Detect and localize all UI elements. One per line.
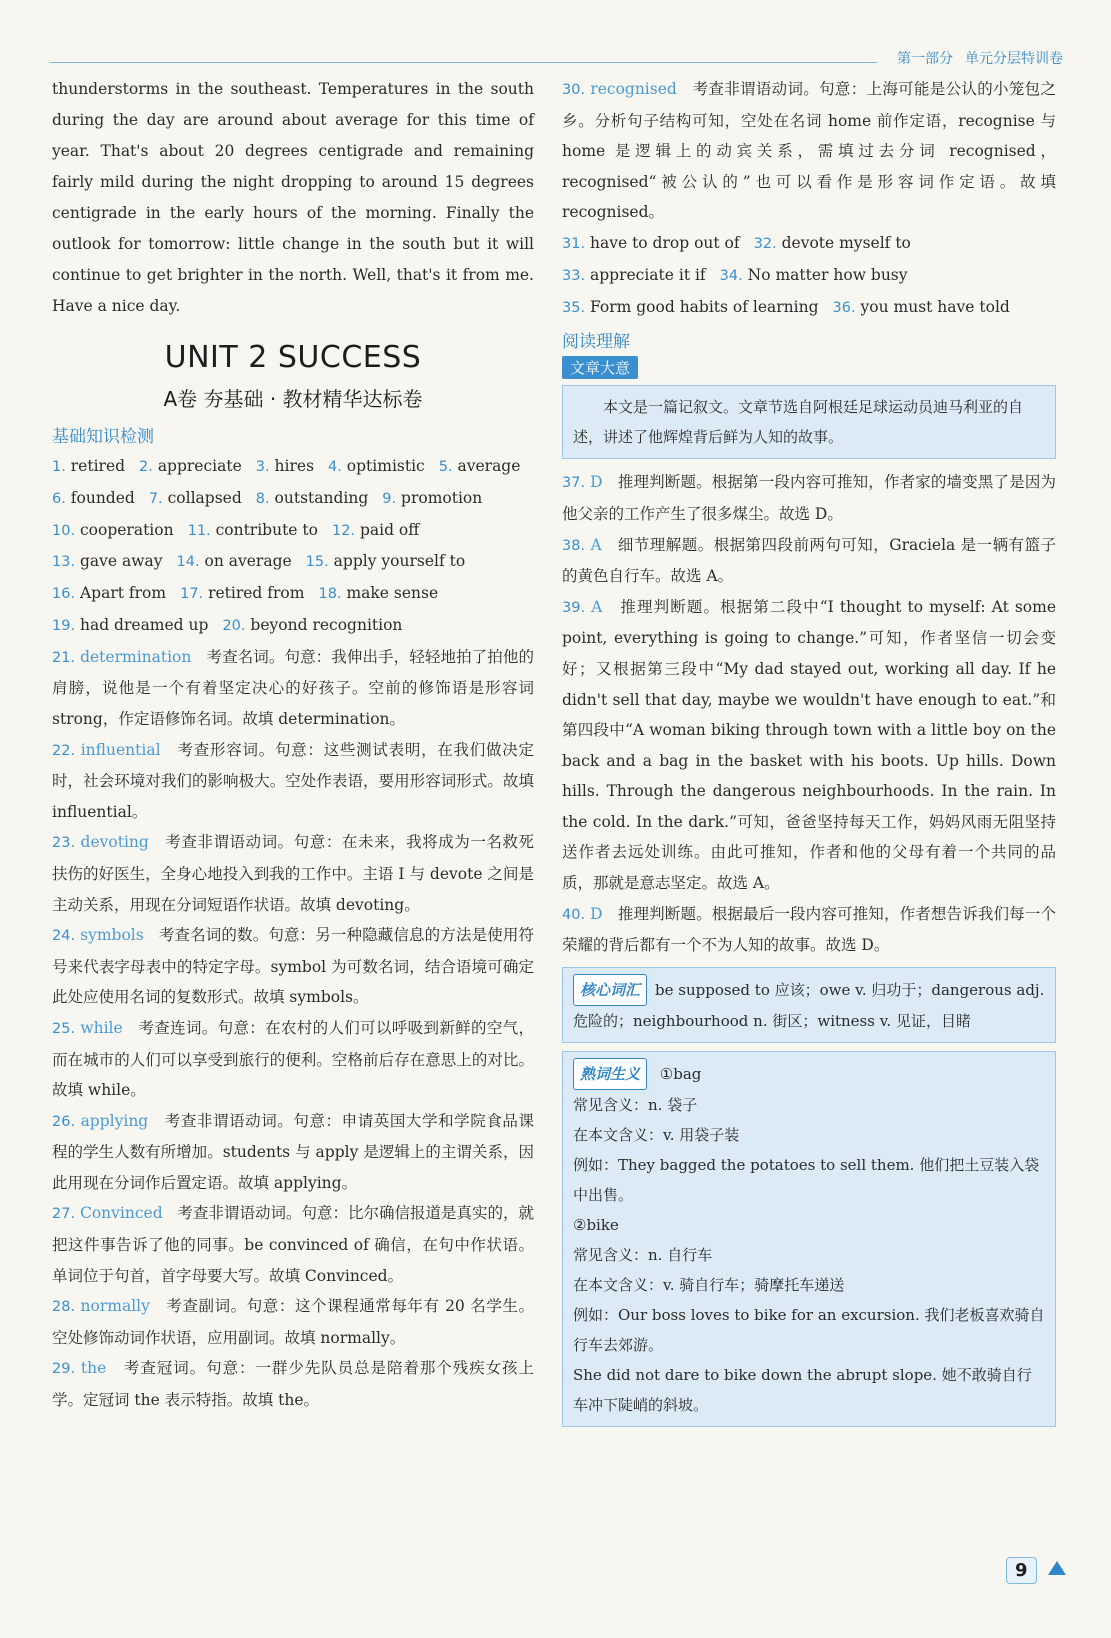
explanation-item [52,1353,534,1415]
explanation-text: 考查非谓语动词。句意：比尔确信报道是真实的，就把这件事告诉了他的同事。be convinced of 确信，在句中作状语。单词位于句首，首字母要大写。故填 Convinced。 [52,1204,534,1285]
answer-grid-row [562,292,1056,324]
answer-item [720,266,908,284]
explanation-text: 考查非谓语动词。句意：在未来，我将成为一名救死扶伤的好医生，全身心地投入到我的工作中。主语 I 与 devote 之间是主动关系，用现在分词短语作状语。故填 devoting。 [52,833,534,914]
word-meaning-line: 常见含义：n. 袋子 [573,1095,698,1114]
explanation-text: 考查冠词。句意：一群少先队员总是陪着那个残疾女孩上学。定冠词 the 表示特指。故填 the。 [52,1359,534,1410]
answer-item [328,457,425,475]
question-number: 3. [255,459,270,475]
question-number: 4. [328,459,342,475]
question-number: 27. [52,1206,76,1223]
answer-text: A [585,597,603,616]
answer-text: retired [65,457,126,475]
explanation-text: 细节理解题。根据第四段前两句可知，Graciela 是一辆有篮子的黄色自行车。故选 A。 [562,535,1056,586]
explanation-text: 推理判断题。根据最后一段内容可推知，作者想告诉我们每一个荣耀的背后都有一个不为人知的故事。故选 D。 [562,904,1056,955]
answer-text: devote myself to [776,233,911,252]
explanation-item [52,1013,534,1106]
answer-text: gave away [75,552,163,571]
answer-text: devoting [75,833,149,852]
answer-grid-row [52,610,534,642]
answer-text: symbols [75,926,144,945]
explanation-text: 推理判断题。根据第二段中“I thought to myself: At some point, everything is going to change.”可知，作者坚信一切会变好；又根据第三段中“My dad stayed out, working all day. If he didn't sell that day, maybe we wouldn't have enough to eat.”和第四段中“A woman biking through town with a little boy on the back and a bag in the basket with his boots. Up hills. Down hills. Through the dangerous neighbourhoods. In the rain. In the cold. In the dark.”可知，爸爸坚持每天工作，妈妈风雨无阻坚持送作者去远处训练。由此可推知，作者和他的父母有着一个共同的品质，那就是意志坚定。故选 A。 [562,597,1056,893]
answer-item [318,584,438,602]
explanation-text: 推理判断题。根据第一段内容可推知，作者家的墙变黑了是因为他父亲的工作产生了很多煤尘。故选 D。 [562,473,1056,523]
answer-text: A [585,535,602,554]
question-number: 29. [52,1361,76,1378]
answer-text: normally [75,1297,150,1316]
answer-text: applying [75,1111,149,1130]
answer-text: founded [65,488,135,507]
question-number: 10. [52,522,76,539]
summary-text: 本文是一篇记叙文。文章节选自阿根廷足球运动员迪马利亚的自述，讲述了他辉煌背后鲜为人知的故事。 [562,385,1056,459]
answer-item [180,584,304,602]
explanations-21-29 [52,642,534,1416]
answer-item [52,521,174,539]
question-number: 2. [139,459,153,475]
question-number: 25. [52,1020,76,1037]
answer-item [306,552,466,570]
question-number: 14. [176,554,200,571]
question-number: 22. [52,742,76,759]
question-number: 15. [305,554,329,571]
answer-item [188,521,318,539]
answer-text: No matter how busy [742,265,908,284]
explanation-text: 考查名词。句意：我伸出手，轻轻地拍了拍他的肩膀，说他是一个有着坚定决心的好孩子。空前的修饰语是形容词 strong，作定语修饰名词。故填 determination。 [52,647,534,728]
answer-text: optimistic [341,457,425,475]
answer-item [177,552,292,570]
question-number: 26. [52,1113,76,1130]
answer-grid-31-36 [562,228,1056,323]
answer-item [562,298,819,316]
explanation-30: 30. recognised 考查非谓语动词。句意：上海可能是公认的小笼包之乡。分析句子结构可知，空处在名词 home 前作定语，recognise 与 home 是逻辑上的动宾关系，需填过去分词 recognised，recognised“被公认的”也可以看作是形容词作定语。故填 recognised。 [562,80,1056,222]
explanation-item [52,642,534,735]
question-number: 40. [562,906,586,923]
word-meaning-line: ①bag [659,1064,702,1083]
answer-text: appreciate [152,457,242,475]
header-series: 单元分层特训卷 [965,51,1063,67]
answer-item [52,552,163,570]
core-vocab-text: be supposed to 应该；owe v. 归功于；dangerous adj. 危险的；neighbourhood n. 街区；witness v. 见证，目睹 [573,980,1045,1030]
question-number: 20. [222,617,246,634]
question-number: 21. [52,649,76,666]
question-number: 33. [562,267,586,284]
answer-grid-row [52,578,534,610]
running-header [877,48,1063,68]
answer-text: D [585,904,603,923]
answer-item [562,266,706,284]
answer-text: cooperation [75,520,174,539]
header-part: 第一部分 [897,51,953,67]
explanation-text: 考查名词的数。句意：另一种隐藏信息的方法是使用符号来代表字母表中的特定字母。symbol 为可数名词，结合语境可确定此处应使用名词的复数形式。故填 symbols。 [52,926,534,1007]
word-meaning-line: 在本文含义：v. 骑自行车；骑摩托车递送 [573,1275,845,1294]
answer-text: retired from [203,584,305,603]
answer-text: hires [269,457,315,475]
answer-grid-row [52,451,534,483]
explanation-item [52,1198,534,1291]
answer-text: while [75,1018,123,1037]
explanation-item [562,899,1056,961]
page-arrow-icon [1048,1561,1066,1575]
section-heading-basics: 基础知识检测 [52,427,154,447]
answer-item [52,584,166,602]
question-number: 28. [52,1299,76,1316]
answer-grid-row [52,515,534,547]
question-number: 16. [52,586,76,603]
answer-text: collapsed [162,488,242,507]
answer-item [139,457,242,475]
question-number: 37. [562,475,586,492]
explanation-item [52,920,534,1013]
answer-text: determination [75,647,192,666]
answer-text: apply yourself to [328,552,466,571]
question-number: 19. [52,617,76,634]
question-number: 8. [255,490,270,507]
question-number: 5. [438,459,453,475]
question-number: 13. [52,554,76,571]
question-number: 32. [753,235,777,252]
left-column [52,74,534,1416]
explanation-text: 考查连词。句意：在农村的人们可以呼吸到新鲜的空气，而在城市的人们可以享受到旅行的便利。空格前后存在意思上的对比。故填 while。 [52,1018,534,1100]
question-number: 9. [382,490,397,507]
question-number: 6. [52,490,66,507]
explanation-item [562,467,1056,529]
answer-text: influential [75,740,161,759]
question-number: 7. [148,490,163,507]
answer-item [256,457,314,475]
question-number: 24. [52,928,76,945]
answer-item [52,457,125,475]
question-number: 17. [180,586,204,603]
answer-text: Form good habits of learning [585,297,819,316]
word-meaning-tag: 熟词生义 [573,1058,647,1090]
listening-text-continuation: thunderstorms in the southeast. Temperatures in the south during the day are around about average for this time of year. That's about 20 degrees centigrade and remaining fairly mild during the night dropping to around 15 degrees centigrade in the early hours of the morning. Finally the outlook for tomorrow: little change in the south but it will continue to get brighter in the north. Well, that's it from me. Have a nice day. [52,80,534,315]
answer-text: you must have told [855,297,1010,316]
question-number: 1. [52,459,66,475]
word-meaning-box [562,1051,1056,1427]
answer-item [439,457,521,475]
word-meaning-line: 在本文含义：v. 用袋子装 [573,1125,740,1144]
core-vocab-box [562,967,1056,1043]
answer-item [833,298,1010,316]
answer-item [52,616,208,634]
paper-subtitle: A卷 夯基础 · 教材精华达标卷 [163,387,423,411]
explanation-item [562,592,1056,899]
word-meaning-line: 常见含义：n. 自行车 [573,1245,713,1264]
explanation-text: 考查形容词。句意：这些测试表明，在我们做决定时，社会环境对我们的影响极大。空处作表语，要用形容词形式。故填 influential。 [52,740,534,821]
page-number: 9 [1006,1557,1037,1584]
question-number: 11. [187,522,211,539]
answer-item [52,489,135,507]
answer-text: Convinced [75,1204,163,1223]
answer-text: outstanding [269,488,369,507]
explanation-item [52,827,534,920]
answer-text: beyond recognition [245,615,403,634]
explanation-text: 考查副词。句意：这个课程通常每年有 20 名学生。空处修饰动词作状语，应用副词。故填 normally。 [52,1297,534,1347]
right-column [562,74,1056,1435]
question-number: 34. [719,267,743,284]
word-meaning-line: 例如：Our boss loves to bike for an excursion. 我们老板喜欢骑自行车去郊游。 [573,1305,1045,1354]
word-meaning-line: ②bike [573,1215,619,1234]
answer-text: Apart from [75,584,167,603]
explanation-item [52,1291,534,1353]
answer-grid-row [52,483,534,515]
answer-item [562,234,740,252]
word-meaning-line: She did not dare to bike down the abrupt slope. 她不敢骑自行车冲下陡峭的斜坡。 [573,1365,1032,1414]
answer-text: D [585,473,603,492]
answer-item [382,489,482,507]
question-number: 38. [562,537,586,554]
explanation-item [52,735,534,828]
question-number: 35. [562,299,586,316]
answer-text: the [75,1359,107,1378]
answer-grid-row [52,546,534,578]
answer-text: paid off [355,520,420,539]
summary-box [562,356,1056,459]
core-vocab-tag: 核心词汇 [573,974,647,1006]
word-meaning-line: 例如：They bagged the potatoes to sell them. 他们把土豆装入袋中出售。 [573,1155,1040,1204]
explanations-37-40 [562,467,1056,961]
question-number: 18. [318,586,342,603]
answer-text: have to drop out of [585,233,740,252]
answer-text: on average [199,552,292,571]
answer-grid-row [562,260,1056,292]
answer-item [332,521,419,539]
answer-text: average [452,457,521,475]
answer-text: contribute to [210,520,318,539]
answer-text: promotion [396,488,483,507]
section-heading-reading: 阅读理解 [562,332,630,353]
explanation-item [52,1106,534,1199]
answer-item [149,489,242,507]
answer-item [754,234,911,252]
summary-tag: 文章大意 [562,356,638,379]
question-number: 12. [331,522,356,539]
answer-text: appreciate it if [585,265,706,284]
question-number: 36. [832,299,856,316]
question-number: 23. [52,835,76,852]
answer-item [256,489,369,507]
answer-item [222,616,402,634]
answer-grid-row [562,228,1056,260]
answer-text: had dreamed up [75,615,209,634]
explanation-item [562,530,1056,592]
unit-title: UNIT 2 SUCCESS [164,340,422,375]
question-number: 31. [562,235,586,252]
question-number: 39. [562,599,586,616]
explanation-text: 考查非谓语动词。句意：申请英国大学和学院食品课程的学生人数有所增加。students 与 apply 是逻辑上的主谓关系，因此用现在分词作后置定语。故填 applying。 [52,1111,534,1192]
answer-text: make sense [341,584,439,603]
answer-grid-1-20 [52,451,534,642]
